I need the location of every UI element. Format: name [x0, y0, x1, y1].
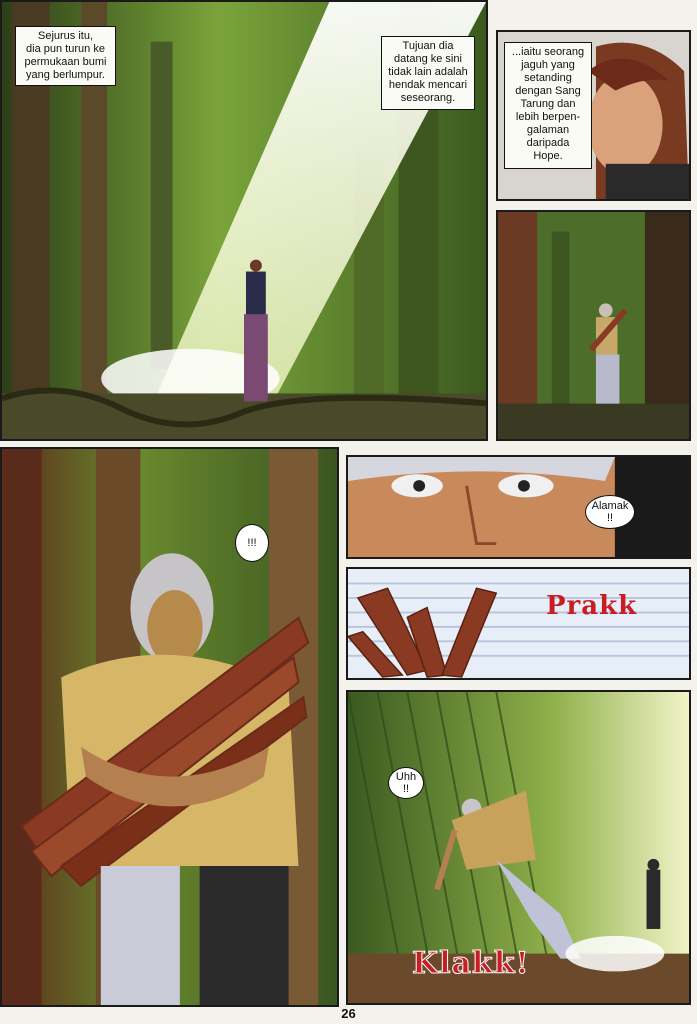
breaking-logs — [348, 569, 689, 678]
caption-champion: ...iaitu seorang jaguh yang setanding dengan Sang Tarung dan lebih berpen- galaman daripada Hope. — [504, 42, 592, 169]
forest-carrier-scene — [498, 212, 689, 439]
bubble-exclaim: !!! — [235, 524, 269, 562]
panel-eyes-closeup — [346, 455, 691, 559]
panel-surprised-man — [0, 447, 339, 1007]
panel-descent — [0, 0, 488, 441]
page-number: 26 — [341, 1006, 356, 1021]
caption-purpose: Tujuan dia datang ke sini tidak lain adalah hendak mencari seseorang. — [381, 36, 475, 110]
panel-stumble — [346, 690, 691, 1005]
sfx-klakk: Klakk! — [412, 946, 530, 981]
panel-prakk — [346, 567, 691, 680]
bubble-uhh: Uhh !! — [388, 767, 424, 799]
descending-figure — [244, 260, 268, 402]
eyes-closeup — [348, 457, 689, 557]
panel-portrait — [496, 30, 691, 201]
bubble-alamak: Alamak !! — [585, 495, 635, 529]
man-with-logs — [2, 449, 337, 1005]
caption-descent: Sejurus itu, dia pun turun ke permukaan bumi yang berlumpur. — [15, 26, 116, 86]
panel-log-carrier — [496, 210, 691, 441]
sfx-prakk: Prakk — [546, 591, 638, 621]
